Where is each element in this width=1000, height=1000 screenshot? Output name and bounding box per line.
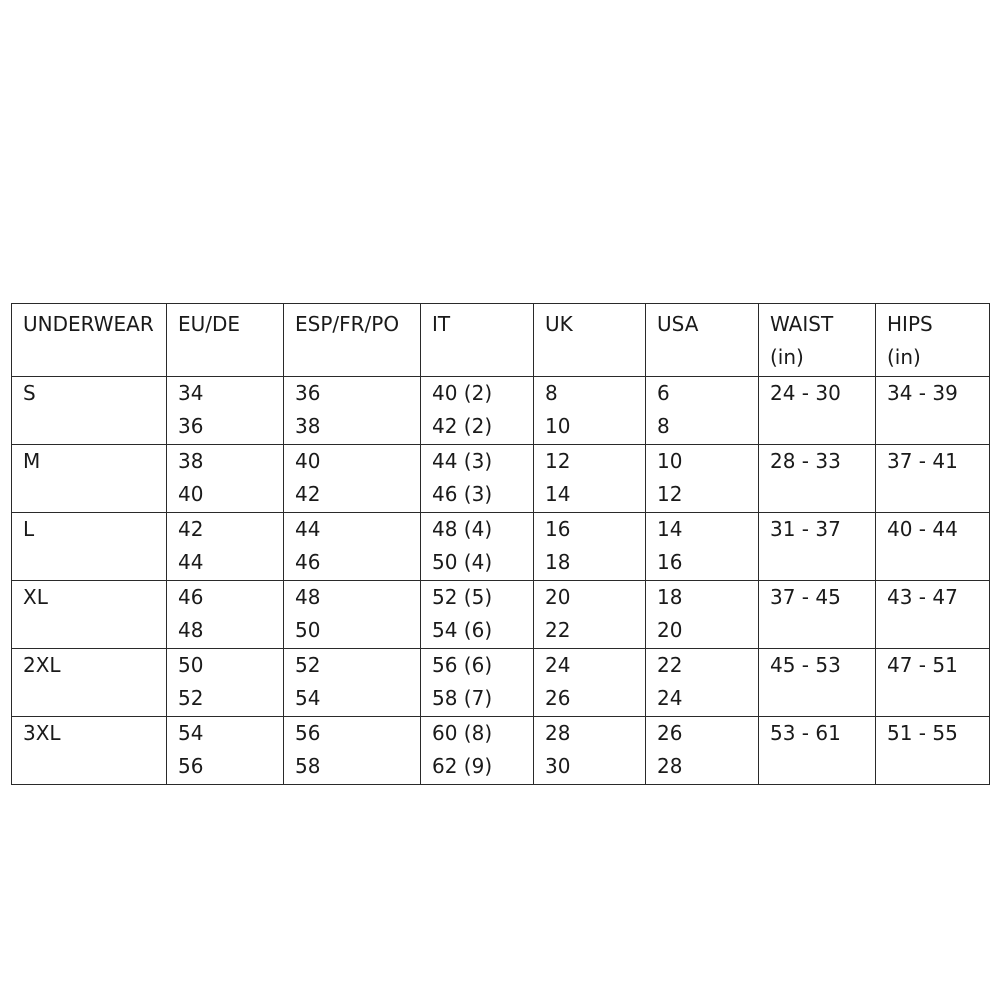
waist-cell [759, 445, 876, 513]
usa-cell [646, 513, 759, 581]
col-header-uk [534, 304, 646, 377]
col-header-esp-fr-po [284, 304, 421, 377]
cell-value: 52 (5) [432, 585, 493, 609]
cell-value: 48 [295, 585, 321, 609]
header-text: ESP/FR/PO [295, 312, 400, 336]
uk-cell [534, 581, 646, 649]
hips-cell [876, 377, 990, 445]
cell-value: 20 [657, 618, 683, 642]
table-row [12, 649, 990, 717]
header-text: (in) [770, 345, 804, 369]
it-cell [421, 581, 534, 649]
esp-fr-po-cell [284, 445, 421, 513]
cell-value: 52 [178, 686, 204, 710]
cell-value: 50 [295, 618, 321, 642]
cell-value: 40 [295, 449, 321, 473]
cell-value: 56 [178, 754, 204, 778]
usa-cell [646, 377, 759, 445]
cell-value: 34 - 39 [887, 381, 958, 405]
col-header-eu-de [167, 304, 284, 377]
cell-value: M [23, 449, 41, 473]
cell-value: 46 [295, 550, 321, 574]
eu-de-cell [167, 717, 284, 785]
cell-value: 48 (4) [432, 517, 493, 541]
size-cell [12, 649, 167, 717]
cell-value: 54 [295, 686, 321, 710]
cell-value: 38 [295, 414, 321, 438]
cell-value: 44 [295, 517, 321, 541]
cell-value: 22 [657, 653, 683, 677]
uk-cell [534, 513, 646, 581]
cell-value: 44 (3) [432, 449, 493, 473]
cell-value: 58 (7) [432, 686, 493, 710]
col-header-hips [876, 304, 990, 377]
cell-value: 30 [545, 754, 571, 778]
eu-de-cell [167, 377, 284, 445]
cell-value: 37 - 45 [770, 585, 841, 609]
cell-value: 56 (6) [432, 653, 493, 677]
col-header-waist [759, 304, 876, 377]
cell-value: 14 [545, 482, 571, 506]
waist-cell [759, 513, 876, 581]
hips-cell [876, 649, 990, 717]
cell-value: 10 [657, 449, 683, 473]
cell-value: 47 - 51 [887, 653, 958, 677]
cell-value: 42 [295, 482, 321, 506]
cell-value: 34 [178, 381, 204, 405]
cell-value: 24 [545, 653, 571, 677]
col-header-it [421, 304, 534, 377]
cell-value: XL [23, 585, 48, 609]
cell-value: 2XL [23, 653, 61, 677]
it-cell [421, 649, 534, 717]
cell-value: 43 - 47 [887, 585, 958, 609]
size-cell [12, 513, 167, 581]
cell-value: 42 [178, 517, 204, 541]
cell-value: 53 - 61 [770, 721, 841, 745]
cell-value: 50 [178, 653, 204, 677]
cell-value: 46 (3) [432, 482, 493, 506]
cell-value: 31 - 37 [770, 517, 841, 541]
size-cell [12, 377, 167, 445]
cell-value: 18 [545, 550, 571, 574]
cell-value: 45 - 53 [770, 653, 841, 677]
cell-value: 36 [295, 381, 321, 405]
cell-value: 51 - 55 [887, 721, 958, 745]
header-text: USA [657, 312, 699, 336]
cell-value: 60 (8) [432, 721, 493, 745]
header-text: UNDERWEAR [23, 312, 154, 336]
hips-cell [876, 581, 990, 649]
uk-cell [534, 445, 646, 513]
cell-value: 38 [178, 449, 204, 473]
cell-value: 26 [545, 686, 571, 710]
col-header-usa [646, 304, 759, 377]
size-chart-table [11, 303, 990, 785]
header-row [12, 304, 990, 377]
cell-value: 62 (9) [432, 754, 493, 778]
waist-cell [759, 377, 876, 445]
hips-cell [876, 445, 990, 513]
eu-de-cell [167, 581, 284, 649]
cell-value: 52 [295, 653, 321, 677]
waist-cell [759, 717, 876, 785]
size-cell [12, 445, 167, 513]
it-cell [421, 717, 534, 785]
cell-value: 22 [545, 618, 571, 642]
it-cell [421, 445, 534, 513]
it-cell [421, 513, 534, 581]
esp-fr-po-cell [284, 513, 421, 581]
cell-value: 50 (4) [432, 550, 493, 574]
cell-value: 14 [657, 517, 683, 541]
cell-value: 40 (2) [432, 381, 493, 405]
header-text: IT [432, 312, 451, 336]
cell-value: 46 [178, 585, 204, 609]
esp-fr-po-cell [284, 717, 421, 785]
cell-value: 40 [178, 482, 204, 506]
cell-value: 37 - 41 [887, 449, 958, 473]
table-row [12, 717, 990, 785]
cell-value: 58 [295, 754, 321, 778]
cell-value: 44 [178, 550, 204, 574]
esp-fr-po-cell [284, 581, 421, 649]
cell-value: 26 [657, 721, 683, 745]
cell-value: 8 [657, 414, 670, 438]
waist-cell [759, 649, 876, 717]
col-header-underwear [12, 304, 167, 377]
cell-value: 12 [545, 449, 571, 473]
usa-cell [646, 649, 759, 717]
it-cell [421, 377, 534, 445]
uk-cell [534, 649, 646, 717]
cell-value: 28 [545, 721, 571, 745]
cell-value: 20 [545, 585, 571, 609]
size-cell [12, 581, 167, 649]
cell-value: 40 - 44 [887, 517, 958, 541]
waist-cell [759, 581, 876, 649]
header-text: WAIST [770, 312, 834, 336]
uk-cell [534, 377, 646, 445]
table-row [12, 513, 990, 581]
uk-cell [534, 717, 646, 785]
cell-value: 16 [545, 517, 571, 541]
cell-value: 28 - 33 [770, 449, 841, 473]
cell-value: 48 [178, 618, 204, 642]
usa-cell [646, 445, 759, 513]
eu-de-cell [167, 649, 284, 717]
esp-fr-po-cell [284, 377, 421, 445]
cell-value: 12 [657, 482, 683, 506]
cell-value: 16 [657, 550, 683, 574]
table-row [12, 445, 990, 513]
cell-value: 54 [178, 721, 204, 745]
table-row [12, 377, 990, 445]
cell-value: 3XL [23, 721, 61, 745]
cell-value: L [23, 517, 35, 541]
header-text: UK [545, 312, 573, 336]
cell-value: 18 [657, 585, 683, 609]
usa-cell [646, 717, 759, 785]
cell-value: 6 [657, 381, 670, 405]
hips-cell [876, 513, 990, 581]
usa-cell [646, 581, 759, 649]
table-row [12, 581, 990, 649]
cell-value: 54 (6) [432, 618, 493, 642]
cell-value: 10 [545, 414, 571, 438]
hips-cell [876, 717, 990, 785]
table-body [12, 377, 990, 785]
cell-value: 8 [545, 381, 558, 405]
cell-value: 24 [657, 686, 683, 710]
cell-value: 28 [657, 754, 683, 778]
header-text: HIPS [887, 312, 933, 336]
esp-fr-po-cell [284, 649, 421, 717]
eu-de-cell [167, 513, 284, 581]
cell-value: 36 [178, 414, 204, 438]
cell-value: 42 (2) [432, 414, 493, 438]
cell-value: S [23, 381, 36, 405]
eu-de-cell [167, 445, 284, 513]
size-cell [12, 717, 167, 785]
header-text: EU/DE [178, 312, 241, 336]
header-text: (in) [887, 345, 921, 369]
cell-value: 24 - 30 [770, 381, 841, 405]
cell-value: 56 [295, 721, 321, 745]
